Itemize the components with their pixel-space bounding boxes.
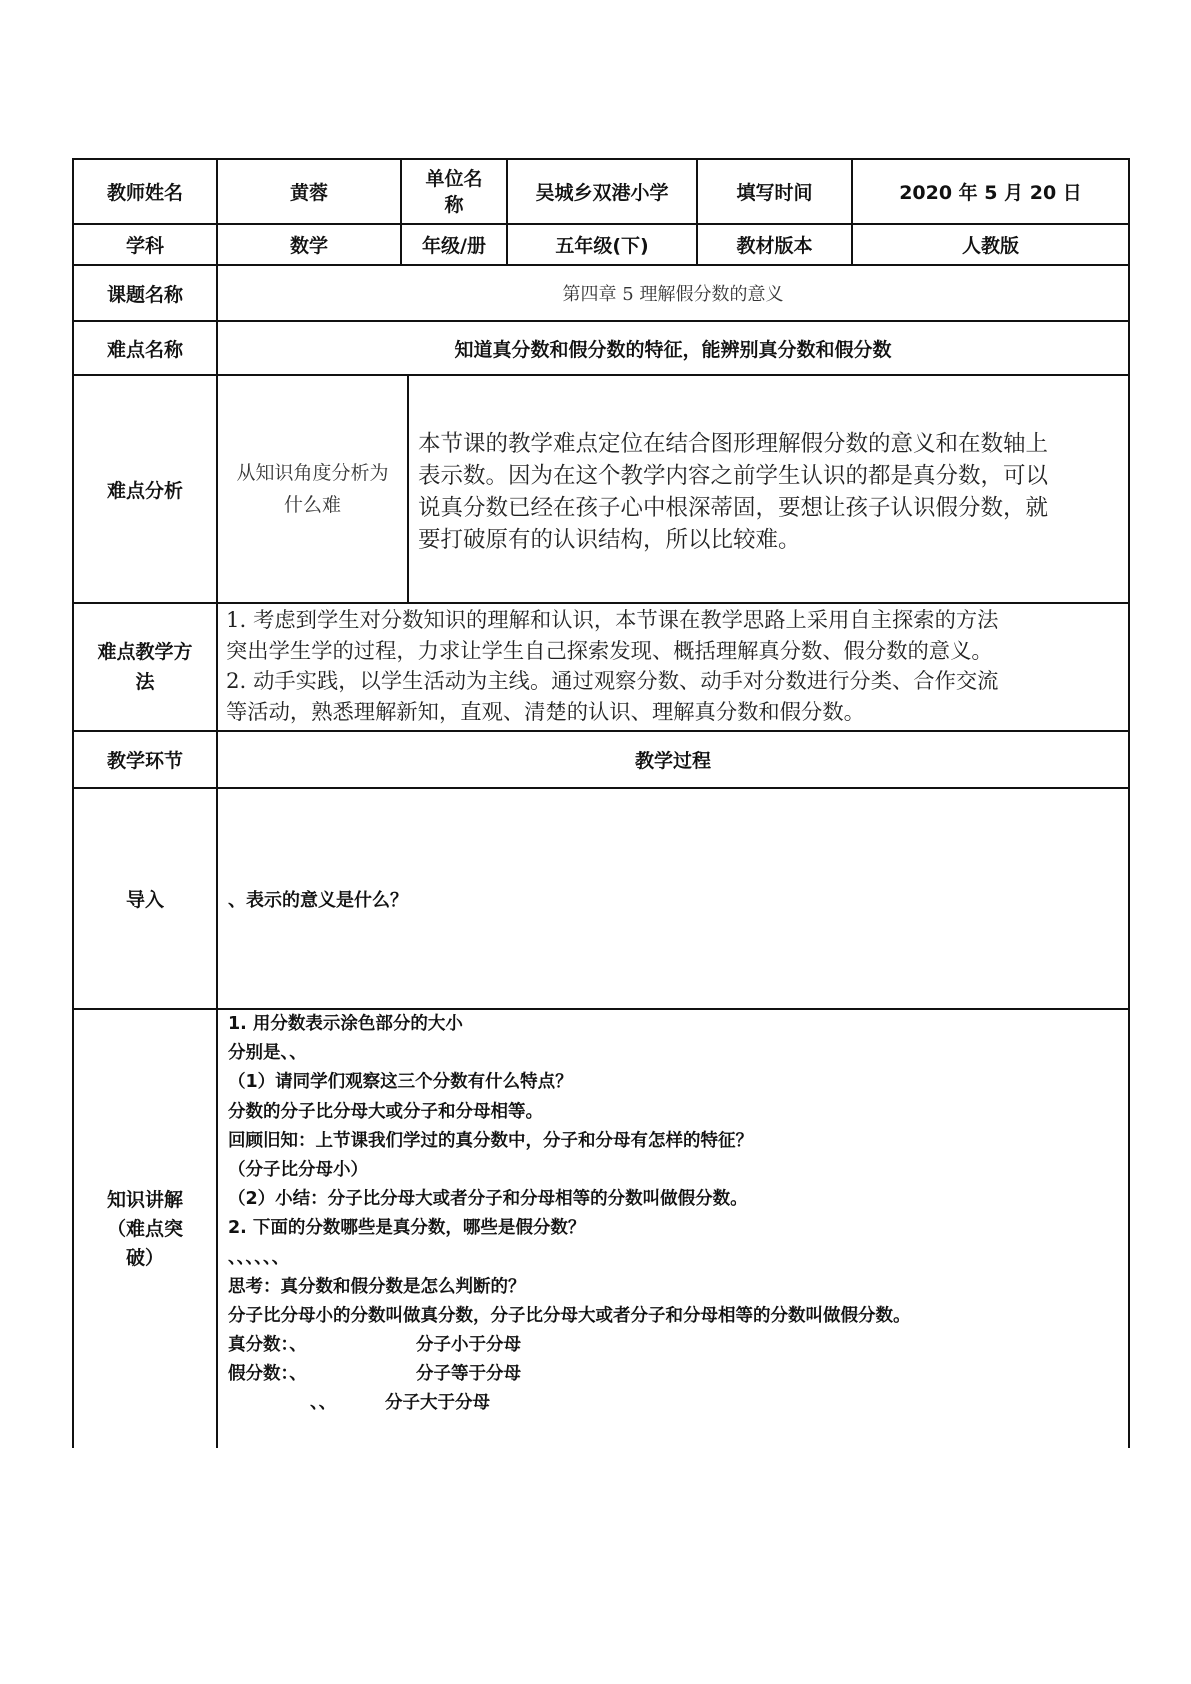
knowledge-line: 、、、、、、 [228,1247,290,1268]
method-line: 2. 动手实践，以学生活动为主线。通过观察分数、动手对分数进行分类、合作交流 [226,669,999,694]
method-label [74,604,216,730]
proper-fraction-note: 分子小于分母 [416,1335,521,1356]
knowledge-line: 回顾旧知：上节课我们学过的真分数中，分子和分母有怎样的特征？ [228,1130,753,1151]
knowledge-label [74,1010,216,1448]
knowledge-label-line1: 知识讲解 [106,1188,183,1211]
improper-fraction-label: 假分数：、 [228,1364,307,1385]
row-divider [72,602,1130,604]
col-divider [407,374,409,604]
table-border-right [1128,158,1130,1448]
analysis-line: 本节课的教学难点定位在结合图形理解假分数的意义和在数轴上 [418,431,1049,457]
analysis-line: 要打破原有的认识结构，所以比较难。 [418,527,801,553]
difficulty-label: 难点名称 [106,338,183,361]
knowledge-label-line2: （难点突 [106,1217,183,1240]
analysis-label: 难点分析 [106,479,183,502]
knowledge-line: 思考：真分数和假分数是怎么判断的？ [228,1276,526,1297]
difficulty-value: 知道真分数和假分数的特征，能辨别真分数和假分数 [454,338,892,361]
subject-label: 学科 [125,235,164,257]
date-value: 2020 年 5 月 20 日 [899,182,1082,204]
grade-label: 年级/册 [422,235,486,257]
unit-name-value: 吴城乡双港小学 [535,182,669,204]
method-line: 等活动，熟悉理解新知，直观、清楚的认识、理解真分数和假分数。 [226,699,865,725]
method-label-line1: 难点教学方 [97,641,193,663]
improper-fraction-extra-note: 分子大于分母 [385,1393,490,1414]
unit-name-label-line2: 称 [444,193,464,216]
knowledge-line: 1. 用分数表示涂色部分的大小 [228,1014,463,1034]
improper-fraction-note: 分子等于分母 [416,1364,521,1385]
topic-value: 第四章 5 理解假分数的意义 [562,284,784,305]
unit-name-label-line1: 单位名 [425,167,483,190]
analysis-line: 表示数。因为在这个教学内容之前学生认识的都是真分数，可以 [418,463,1049,489]
knowledge-line: （分子比分母小） [228,1159,368,1180]
analysis-sub-label-line1: 从知识角度分析为 [236,462,389,484]
knowledge-line: 分别是、、 [228,1043,307,1064]
teacher-name-value: 黄蓉 [289,182,328,204]
knowledge-line: 2. 下面的分数哪些是真分数，哪些是假分数？ [228,1218,586,1239]
intro-label: 导入 [125,889,164,911]
analysis-text [418,428,1124,556]
date-label: 填写时间 [736,182,813,204]
process-header-value: 教学过程 [634,750,711,772]
proper-fraction-label: 真分数：、 [228,1335,307,1356]
analysis-line: 说真分数已经在孩子心中根深蒂固，要想让孩子认识假分数，就 [418,495,1049,521]
method-line: 1. 考虑到学生对分数知识的理解和认识，本节课在教学思路上采用自主探索的方法 [226,608,999,633]
knowledge-line: （2）小结：分子比分母大或者分子和分母相等的分数叫做假分数。 [228,1189,748,1210]
improper-fraction-extra-line [228,1389,1128,1418]
knowledge-label-line3: 破） [125,1246,164,1269]
topic-label: 课题名称 [106,283,183,306]
method-line: 突出学生学的过程，力求让学生自己探索发现、概括理解真分数、假分数的意义。 [226,638,993,664]
knowledge-line: 分子比分母小的分数叫做真分数，分子比分母大或者分子和分母相等的分数叫做假分数。 [228,1305,911,1326]
proper-fraction-line [228,1331,1128,1360]
knowledge-text [228,1010,1128,1419]
method-text [226,606,1126,728]
edition-value: 人教版 [961,235,1019,257]
unit-name-label [402,160,506,223]
knowledge-line: 分数的分子比分母大或分子和分母相等。 [228,1101,543,1122]
analysis-sub-label [218,376,407,602]
method-label-line2: 法 [135,671,155,693]
improper-fraction-line [228,1360,1128,1389]
intro-text: 、表示的意义是什么？ [228,889,408,911]
improper-fraction-extra: 、、 [310,1393,337,1414]
subject-value: 数学 [289,235,328,257]
knowledge-line: （1）请同学们观察这三个分数有什么特点？ [228,1072,573,1093]
teacher-name-label: 教师姓名 [106,182,183,204]
grade-value: 五年级(下) [555,235,649,257]
edition-label: 教材版本 [736,235,813,257]
analysis-sub-label-line2: 什么难 [283,494,341,516]
process-stage-label: 教学环节 [106,750,183,772]
